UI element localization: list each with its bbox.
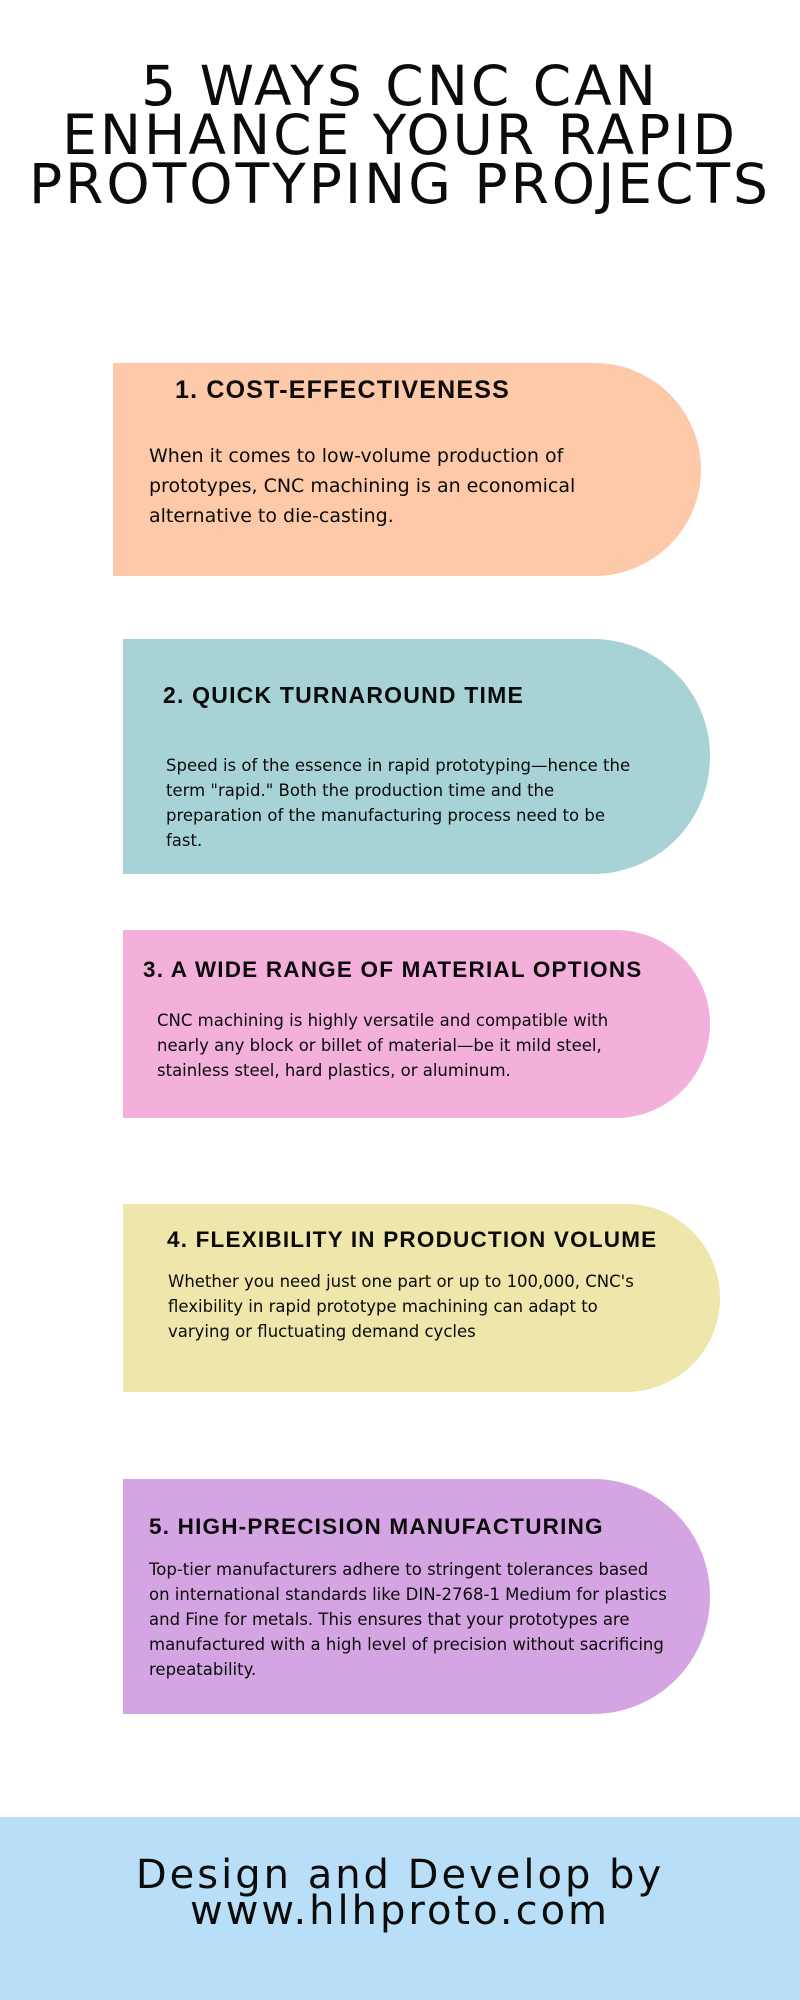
card-body: Whether you need just one part or up to 100,000, CNC's flexibility in rapid prototype machining can adapt to varying or fluctuating demand cycles	[168, 1272, 634, 1341]
card-heading: 1. COST-EFFECTIVENESS	[175, 376, 510, 404]
card-heading: 4. FLEXIBILITY IN PRODUCTION VOLUME	[167, 1227, 658, 1252]
card-cost-effectiveness	[113, 363, 701, 576]
footer-banner	[0, 1817, 800, 2000]
card-heading: 5. HIGH-PRECISION MANUFACTURING	[149, 1514, 604, 1539]
page-title: 5 WAYS CNC CAN ENHANCE YOUR RAPID PROTOTYPING PROJECTS	[29, 54, 771, 216]
card-high-precision	[123, 1479, 710, 1714]
card-production-volume	[123, 1204, 720, 1392]
card-quick-turnaround-time	[123, 639, 710, 874]
card-body: CNC machining is highly versatile and compatible with nearly any block or billet of material—be it mild steel, stainless steel, hard plastics, or aluminum.	[157, 1011, 609, 1080]
card-body: Top-tier manufacturers adhere to stringent tolerances based on international standards like DIN-2768-1 Medium for plastics and Fine for metals. This ensures that your prototypes are manufactured with a high level of precision without sacrificing repeatability.	[149, 1560, 667, 1679]
footer-credit	[0, 1852, 800, 1934]
card-heading: 3. A WIDE RANGE OF MATERIAL OPTIONS	[143, 957, 643, 982]
card-heading: 2. QUICK TURNAROUND TIME	[163, 682, 525, 708]
footer-website-link[interactable]: www.hlhproto.com	[189, 1888, 611, 1934]
card-body: When it comes to low-volume production of prototypes, CNC machining is an economical alternative to die-casting.	[149, 445, 576, 527]
footer-line-credit: Design and Develop by	[135, 1852, 665, 1898]
card-body: Speed is of the essence in rapid prototyping—hence the term "rapid." Both the production time and the preparation of the manufacturing process need to be fast.	[166, 756, 631, 850]
card-material-options	[123, 930, 710, 1118]
